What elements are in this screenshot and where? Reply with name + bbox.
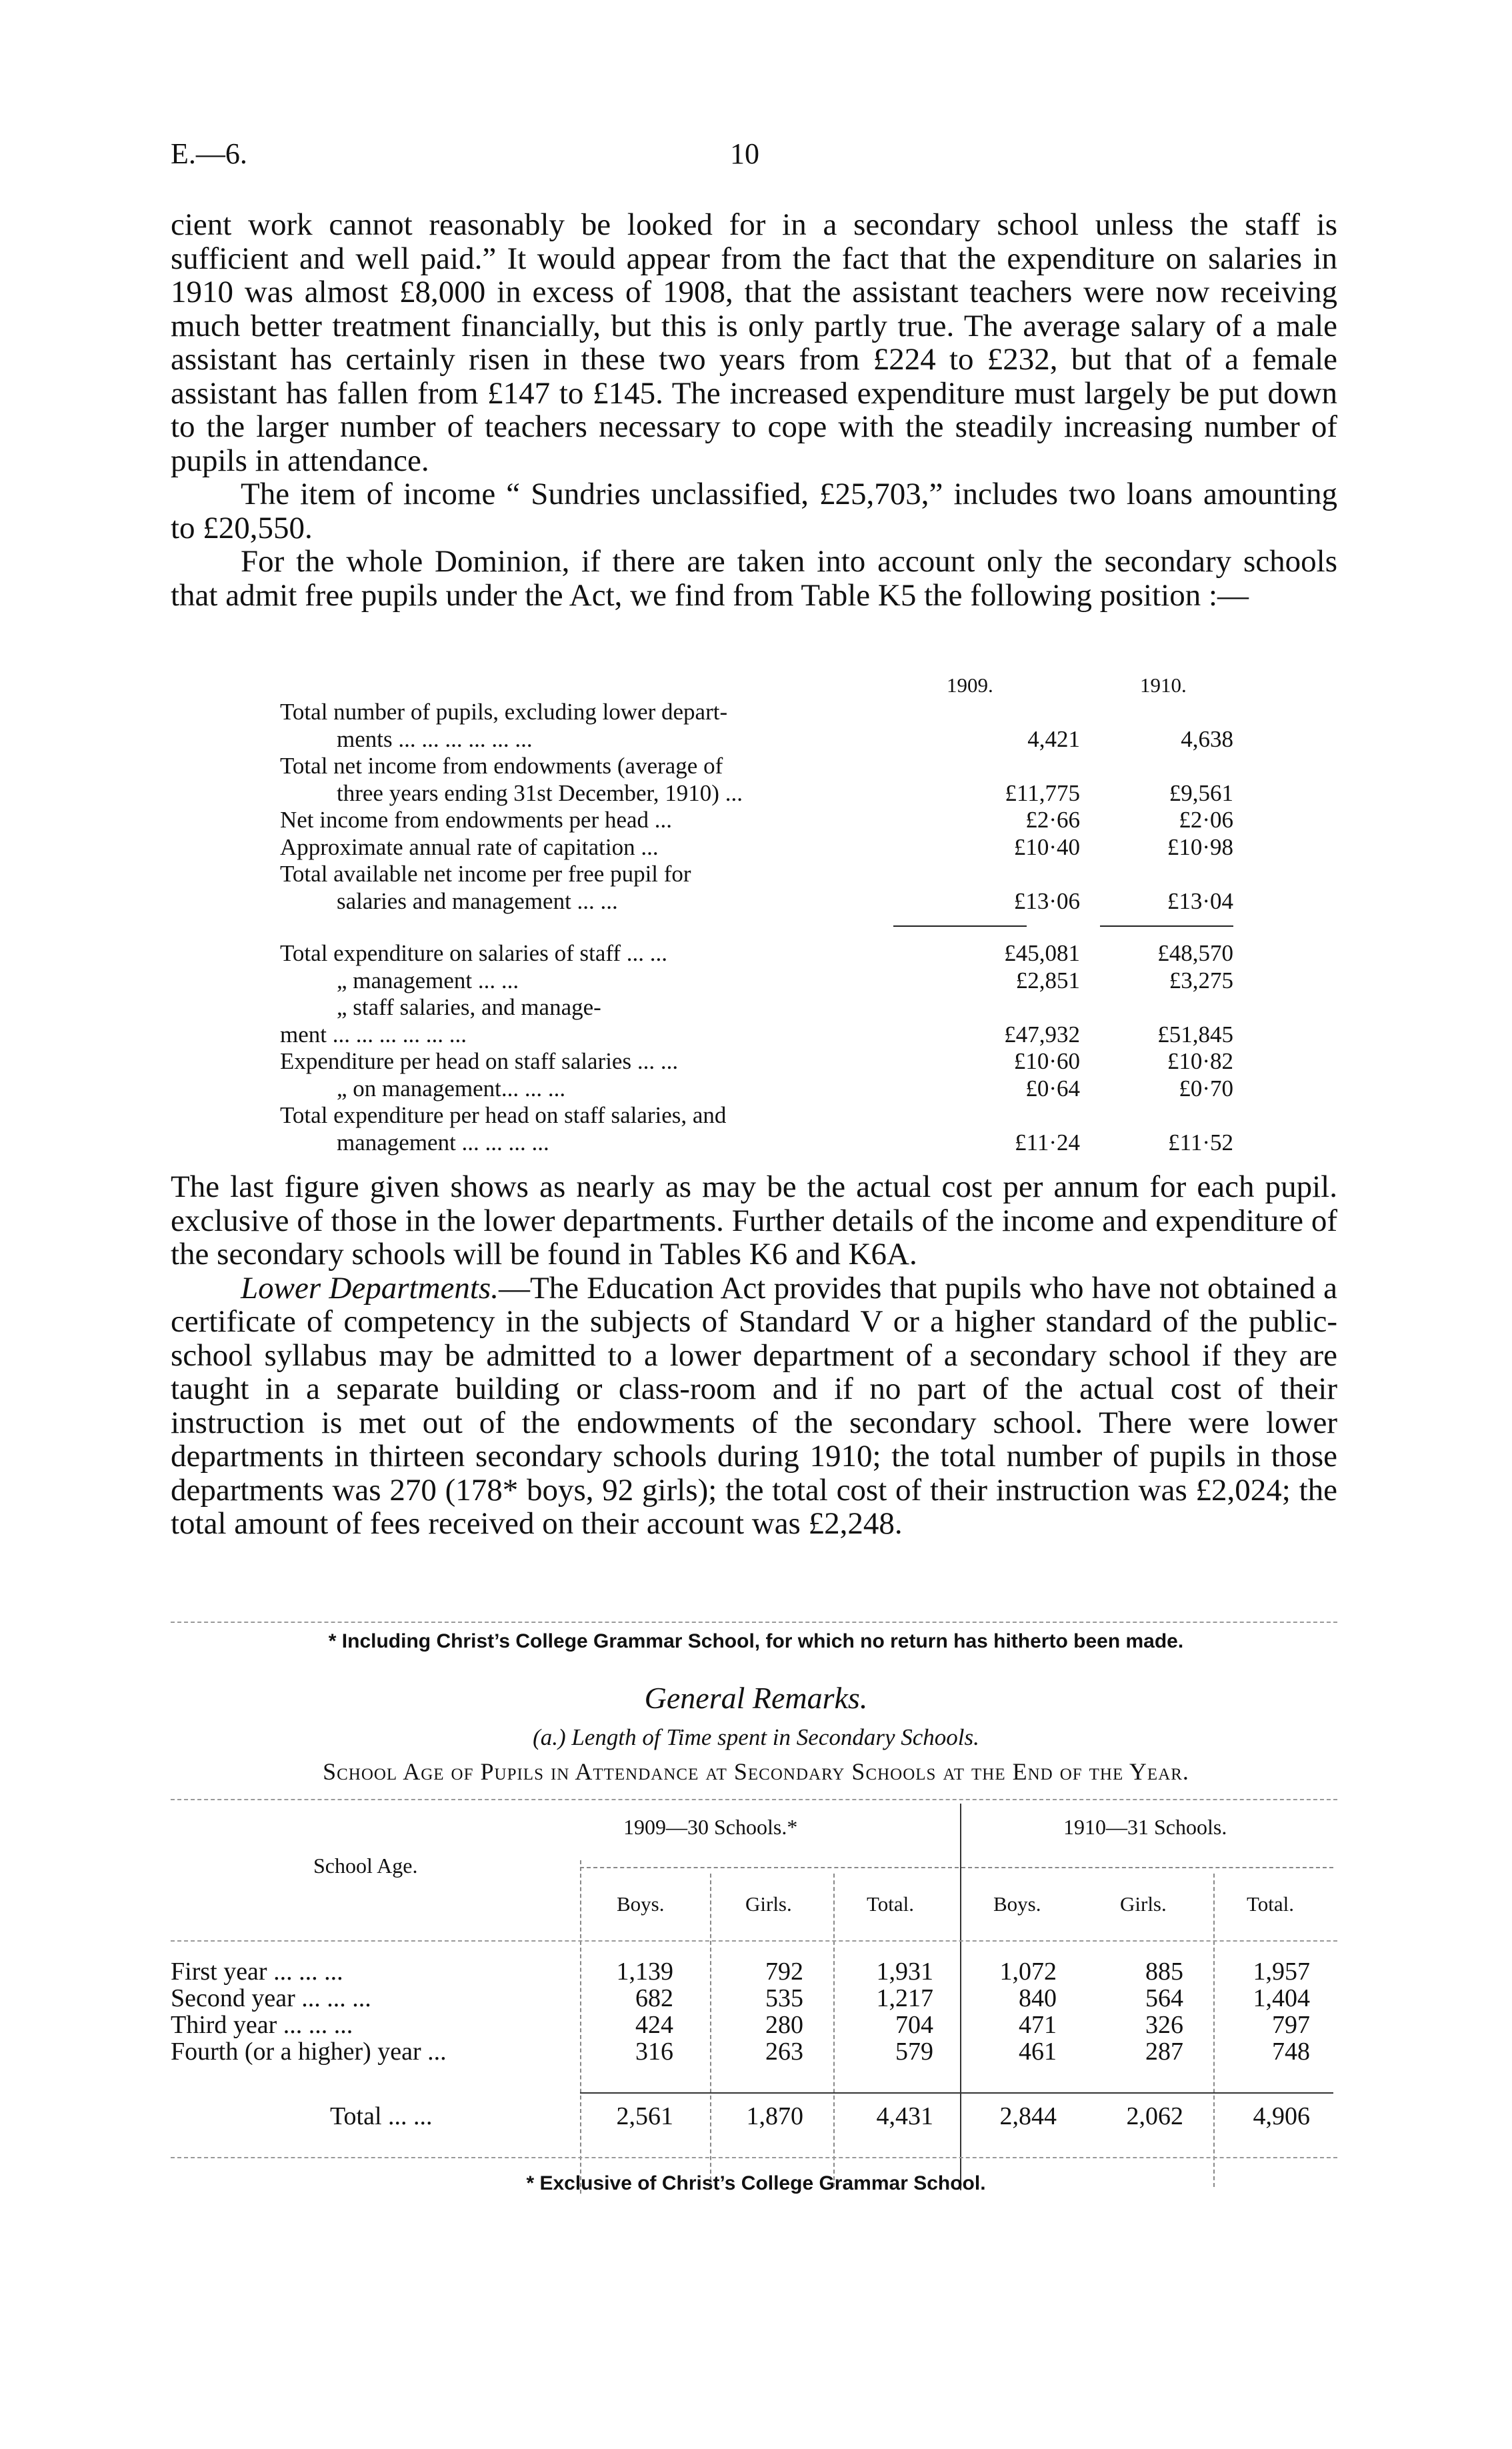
- paragraph-5: [171, 1272, 1337, 1541]
- total-row-label: Total ... ...: [330, 2102, 433, 2130]
- school-age-header: School Age.: [313, 1854, 418, 1878]
- financial-table-part1: [280, 699, 1240, 915]
- age-row-label: Second year ... ... ...: [171, 1984, 371, 2012]
- fin-value-1910: £2·06: [1179, 807, 1233, 833]
- age-table-title: School Age of Pupils in Attendance at Secondary Schools at the End of the Year.: [323, 1758, 1189, 1785]
- general-remarks-heading: General Remarks.: [644, 1681, 868, 1715]
- fin-value-1910: 4,638: [1181, 725, 1233, 752]
- fin-value-1909: £11·24: [1015, 1129, 1080, 1155]
- group-1909-header: 1909—30 Schools.*: [623, 1815, 798, 1839]
- fin-value-1909: £13·06: [1013, 887, 1080, 914]
- fin-value-1909: £2·66: [1025, 807, 1080, 833]
- age-row-label: Fourth (or a higher) year ...: [171, 2038, 447, 2066]
- fin-row: [280, 780, 1240, 807]
- fin-value-1909: £10·40: [1013, 833, 1080, 860]
- fin-row: [280, 940, 1240, 967]
- fin-value-1910: £9,561: [1169, 779, 1233, 806]
- age-cell: 1,931: [876, 1958, 933, 1986]
- footnote-exclusive: * Exclusive of Christ’s College Grammar School.: [526, 2172, 986, 2194]
- age-cell: 1,957: [1253, 1958, 1310, 1986]
- fin-row-label: Total expenditure on salaries of staff ... ...: [280, 940, 668, 966]
- document-code: E.—6.: [171, 137, 247, 170]
- fin-row: [280, 753, 1240, 780]
- fin-value-1909: £2,851: [1015, 967, 1080, 993]
- age-cell: 280: [765, 2011, 803, 2039]
- rule-1910: [1100, 925, 1233, 927]
- age-cell: 287: [1145, 2038, 1183, 2066]
- fin-row: [280, 994, 1240, 1021]
- col-girls-1909: Girls.: [745, 1892, 792, 1916]
- fin-row-label: Expenditure per head on staff salaries ... ...: [280, 1048, 679, 1074]
- fin-row-label: Approximate annual rate of capitation ...: [280, 833, 659, 860]
- col-boys-1909: Boys.: [617, 1892, 665, 1916]
- col-total-1909: Total.: [867, 1892, 915, 1916]
- fin-row-label: „ management ... ...: [337, 967, 519, 993]
- paragraph-3: For the whole Dominion, if there are taken into account only the secondary schools that admit free pupils under the Act, we find from Table K5 the following position :—: [171, 544, 1337, 613]
- age-total-cell: 2,844: [999, 2102, 1057, 2130]
- group-rule: [580, 1867, 1333, 1868]
- body-paragraphs-top: [171, 208, 1337, 612]
- lower-departments-heading: Lower Departments.: [241, 1270, 499, 1306]
- age-row-label: Third year ... ... ...: [171, 2011, 353, 2039]
- age-cell: 704: [895, 2011, 933, 2039]
- fin-value-1909: £10·60: [1013, 1048, 1080, 1074]
- col-boys-1910: Boys.: [993, 1892, 1041, 1916]
- age-row-label: First year ... ... ...: [171, 1958, 343, 1986]
- age-total-cell: 4,906: [1253, 2102, 1310, 2130]
- fin-row-label: Total expenditure per head on staff salaries, and: [280, 1102, 727, 1128]
- fin-value-1910: £13·04: [1167, 887, 1233, 914]
- fin-row-label: Total net income from endowments (average of: [280, 753, 723, 779]
- fin-row: [280, 1048, 1240, 1075]
- fin-row-label: Total available net income per free pupil for: [280, 861, 691, 887]
- age-cell: 579: [895, 2038, 933, 2066]
- footnote-lower-departments: * Including Christ’s College Grammar School, for which no return has hitherto been made.: [328, 1630, 1184, 1652]
- age-cell: 797: [1272, 2011, 1310, 2039]
- fin-value-1910: £3,275: [1169, 967, 1233, 993]
- rule-1909: [893, 925, 1027, 927]
- age-cell: 885: [1145, 1958, 1183, 1986]
- age-cell: 840: [1019, 1984, 1057, 2012]
- group-1910-header: 1910—31 Schools.: [1063, 1815, 1227, 1839]
- age-cell: 792: [765, 1958, 803, 1986]
- col-total-1910: Total.: [1247, 1892, 1295, 1916]
- fin-row: [280, 861, 1240, 888]
- fin-row: [280, 1129, 1240, 1157]
- body-paragraphs-bottom: [171, 1170, 1337, 1541]
- age-cell: 535: [765, 1984, 803, 2012]
- fin-row: [280, 834, 1240, 861]
- age-cell: 682: [635, 1984, 673, 2012]
- fin-value-1910: £0·70: [1179, 1075, 1233, 1101]
- fin-value-1909: £0·64: [1025, 1075, 1080, 1101]
- fin-value-1910: £11·52: [1168, 1129, 1233, 1155]
- age-cell: 461: [1019, 2038, 1057, 2066]
- page-number: 10: [730, 137, 759, 170]
- fin-row-label: „ staff salaries, and manage-: [337, 994, 601, 1020]
- age-table-top-rule: [171, 1799, 1337, 1800]
- age-cell: 1,139: [616, 1958, 673, 1986]
- fin-row-label: Total number of pupils, excluding lower depart-: [280, 699, 728, 725]
- fin-value-1909: 4,421: [1027, 725, 1080, 752]
- age-total-cell: 2,561: [616, 2102, 673, 2130]
- footnote-separator: [171, 1622, 1337, 1623]
- fin-row-label: „ on management... ... ...: [337, 1075, 566, 1101]
- total-rule: [580, 2092, 1333, 2094]
- paragraph-2: The item of income “ Sundries unclassified, £25,703,” includes two loans amounting to £20,550.: [171, 477, 1337, 545]
- fin-row: [280, 1075, 1240, 1103]
- age-cell: 263: [765, 2038, 803, 2066]
- age-table-bottom-rule: [171, 2157, 1337, 2158]
- fin-row-label: management ... ... ... ...: [337, 1129, 549, 1155]
- fin-value-1909: £45,081: [1004, 940, 1080, 966]
- fin-value-1910: £48,570: [1157, 940, 1233, 966]
- fin-year-1910: 1910.: [1140, 673, 1187, 697]
- fin-row-label: ments ... ... ... ... ... ...: [337, 725, 533, 752]
- age-cell: 471: [1019, 2011, 1057, 2039]
- age-total-cell: 2,062: [1126, 2102, 1183, 2130]
- age-cell: 316: [635, 2038, 673, 2066]
- paragraph-1: cient work cannot reasonably be looked for in a secondary school unless the staff is sufficient and well paid.” It would appear from the fact that the expenditure on salaries in 1910 was almost £8,000 in excess of 1908, that the assistant teachers were now receiving much better treatment financially, but this is only partly true. The average salary of a male assistant has certainly risen in these two years from £224 to £232, but that of a female assistant has fallen from £147 to £145. The increased expenditure must largely be put down to the larger number of teachers necessary to cope with the steadily increasing number of pupils in attendance.: [171, 207, 1337, 478]
- financial-table-part2: [280, 940, 1240, 1156]
- fin-row-label: three years ending 31st December, 1910) ...: [337, 779, 743, 806]
- fin-row: [280, 699, 1240, 726]
- fin-row-label: salaries and management ... ...: [337, 887, 618, 914]
- age-cell: 326: [1145, 2011, 1183, 2039]
- fin-row: [280, 726, 1240, 753]
- fin-value-1909: £11,775: [1005, 779, 1080, 806]
- length-of-time-subheading: (a.) Length of Time spent in Secondary Schools.: [533, 1724, 979, 1750]
- fin-row: [280, 807, 1240, 834]
- fin-year-1909: 1909.: [947, 673, 993, 697]
- paragraph-5-text: —The Education Act provides that pupils who have not obtained a certificate of competency in the subjects of Standard V or a higher standard of the public-school syllabus may be admitted to a lower department of a secondary school if they are taught in a separate building or class-room and if no part of the actual cost of their instruction is met out of the endowments of the secondary school. There were lower departments in thirteen secondary schools during 1910; the total number of pupils in those departments was 270 (178* boys, 92 girls); the total cost of their instruction was £2,024; the total amount of fees received on their account was £2,248.: [171, 1270, 1337, 1541]
- fin-row: [280, 888, 1240, 915]
- paragraph-4: The last figure given shows as nearly as may be the actual cost per annum for each pupil. exclusive of those in the lower departments. Further details of the income and expenditure of the secondary schools will be found in Tables K6 and K6A.: [171, 1169, 1337, 1272]
- fin-row: [280, 967, 1240, 995]
- fin-row-label: Net income from endowments per head ...: [280, 807, 673, 833]
- fin-row: [280, 1021, 1240, 1049]
- fin-row: [280, 1102, 1240, 1129]
- fin-value-1910: £10·82: [1167, 1048, 1233, 1074]
- age-cell: 748: [1272, 2038, 1310, 2066]
- age-cell: 1,072: [999, 1958, 1057, 1986]
- age-cell: 1,217: [876, 1984, 933, 2012]
- col-girls-1910: Girls.: [1120, 1892, 1167, 1916]
- age-total-cell: 4,431: [876, 2102, 933, 2130]
- age-cell: 564: [1145, 1984, 1183, 2012]
- age-cell: 1,404: [1253, 1984, 1310, 2012]
- fin-value-1909: £47,932: [1004, 1021, 1080, 1047]
- age-header-rule: [171, 1940, 1337, 1942]
- fin-row-label: ment ... ... ... ... ... ...: [280, 1021, 467, 1047]
- fin-value-1910: £10·98: [1167, 833, 1233, 860]
- fin-value-1910: £51,845: [1157, 1021, 1233, 1047]
- age-cell: 424: [635, 2011, 673, 2039]
- age-total-cell: 1,870: [746, 2102, 803, 2130]
